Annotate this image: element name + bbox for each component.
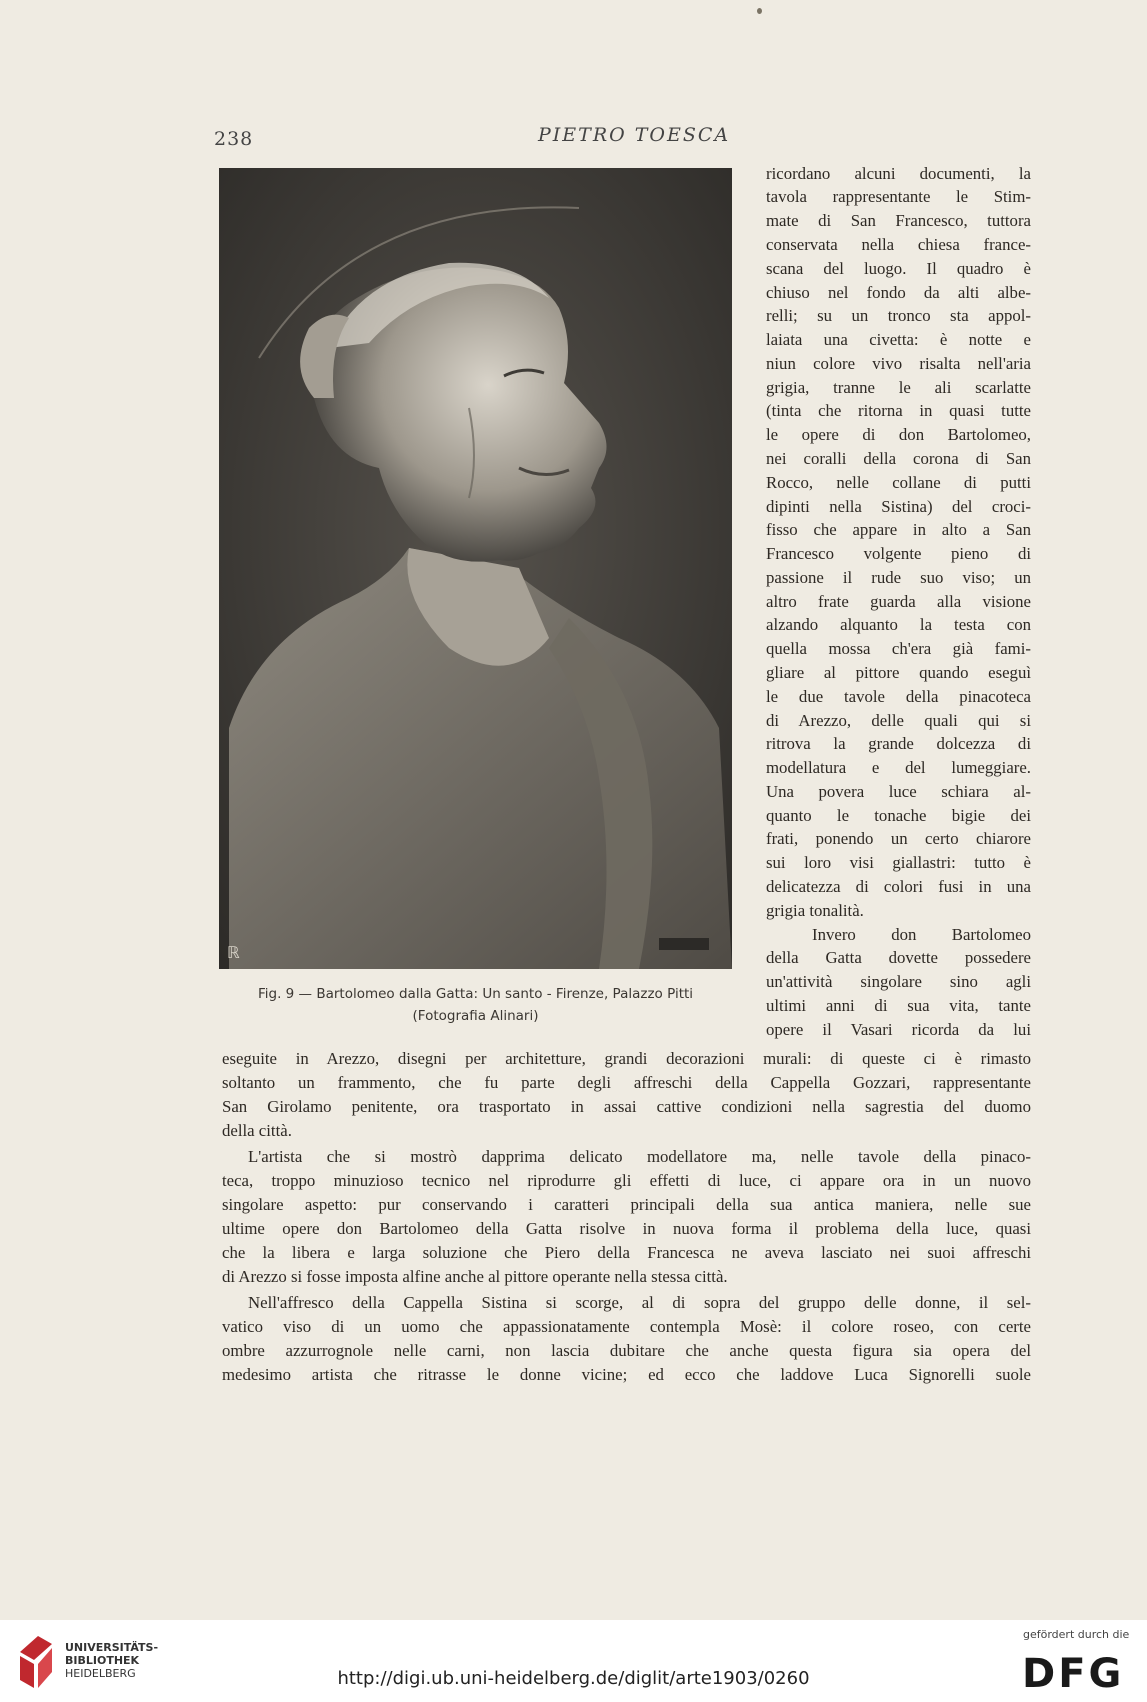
page-number: 238 bbox=[214, 128, 254, 150]
text-line: modellatura e del lumeggiare. bbox=[766, 758, 1031, 777]
library-name-line: HEIDELBERG bbox=[65, 1667, 136, 1680]
dfg-logo: DFG bbox=[1022, 1651, 1125, 1697]
text-line: altro frate guarda alla visione bbox=[766, 592, 1031, 611]
library-name-line: BIBLIOTHEK bbox=[65, 1654, 140, 1667]
text-line: frati, ponendo un certo chiarore bbox=[766, 829, 1031, 848]
text-line: San Girolamo penitente, ora trasportato in assai cattive condizioni nella sagrestia del duomo bbox=[222, 1097, 1031, 1116]
text-line: Nell'affresco della Cappella Sistina si scorge, al di sopra del gruppo delle donne, il sel- bbox=[248, 1293, 1031, 1312]
text-line: laiata una civetta: è notte e bbox=[766, 330, 1031, 349]
text-line: della città. bbox=[222, 1121, 292, 1140]
svg-text:ℝ: ℝ bbox=[227, 943, 240, 962]
text-line: medesimo artista che ritrasse le donne vicine; ed ecco che laddove Luca Signorelli suole bbox=[222, 1365, 1031, 1384]
text-line: eseguite in Arezzo, disegni per architetture, grandi decorazioni murali: di queste ci è rimasto bbox=[222, 1049, 1031, 1068]
text-line: opere il Vasari ricorda da lui bbox=[766, 1020, 1031, 1039]
text-line: L'artista che si mostrò dapprima delicato modellatore ma, nelle tavole della pinaco- bbox=[248, 1147, 1031, 1166]
text-line: quella mossa ch'era già fami- bbox=[766, 639, 1031, 658]
text-line: le due tavole della pinacoteca bbox=[766, 687, 1031, 706]
text-line: Invero don Bartolomeo bbox=[812, 925, 1031, 944]
text-line: tavola rappresentante le Stim- bbox=[766, 187, 1031, 206]
text-line: nei coralli della corona di San bbox=[766, 449, 1031, 468]
text-line: grigia tonalità. bbox=[766, 901, 864, 920]
text-line: alzando alquanto la testa con bbox=[766, 615, 1031, 634]
text-line: chiuso nel fondo da alti albe- bbox=[766, 283, 1031, 302]
text-line: delicatezza di colori fusi in una bbox=[766, 877, 1031, 896]
text-line: ultimi anni di sua vita, tante bbox=[766, 996, 1031, 1015]
text-line: soltanto un frammento, che fu parte degli affreschi della Cappella Gozzari, rappresentante bbox=[222, 1073, 1031, 1092]
text-line: quanto le tonache bigie dei bbox=[766, 806, 1031, 825]
text-line: gliare al pittore quando eseguì bbox=[766, 663, 1031, 682]
text-line: vatico viso di un uomo che appassionatamente contempla Mosè: il colore roseo, con certe bbox=[222, 1317, 1031, 1336]
text-line: che la libera e larga soluzione che Piero della Francesca ne aveva lasciato nei suoi affreschi bbox=[222, 1243, 1031, 1262]
text-line: singolare aspetto: pur conservando i caratteri principali della sua antica maniera, nelle sue bbox=[222, 1195, 1031, 1214]
text-line: passione il rude suo viso; un bbox=[766, 568, 1031, 587]
text-line: le opere di don Bartolomeo, bbox=[766, 425, 1031, 444]
text-line: ombre azzurrognole nelle carni, non lascia dubitare che anche questa figura sia opera del bbox=[222, 1341, 1031, 1360]
funder-label: gefördert durch die bbox=[1023, 1628, 1130, 1641]
portrait-image bbox=[219, 168, 732, 969]
text-line: conservata nella chiesa france- bbox=[766, 235, 1031, 254]
text-line: niun colore vivo risalta nell'aria bbox=[766, 354, 1031, 373]
paper-speck bbox=[757, 8, 762, 14]
text-line: della Gatta dovette possedere bbox=[766, 948, 1031, 967]
text-line: grigia, tranne le ali scarlatte bbox=[766, 378, 1031, 397]
running-head: PIETRO TOESCA bbox=[538, 124, 731, 146]
text-line: Francesco volgente pieno di bbox=[766, 544, 1031, 563]
text-line: ricordano alcuni documenti, la bbox=[766, 164, 1031, 183]
figure-credit: (Fotografia Alinari) bbox=[412, 1008, 539, 1024]
text-line: relli; su un tronco sta appol- bbox=[766, 306, 1031, 325]
text-line: mate di San Francesco, tuttora bbox=[766, 211, 1031, 230]
text-line: dipinti nella Sistina) del croci- bbox=[766, 497, 1031, 516]
source-url-link[interactable]: http://digi.ub.uni-heidelberg.de/diglit/arte1903/0260 bbox=[337, 1668, 810, 1689]
text-line: Una povera luce schiara al- bbox=[766, 782, 1031, 801]
footer-bar bbox=[0, 1620, 1147, 1702]
text-line: ultime opere don Bartolomeo della Gatta risolve in nuova forma il problema della luce, quasi bbox=[222, 1219, 1031, 1238]
text-line: sui loro visi giallastri: tutto è bbox=[766, 853, 1031, 872]
library-name-line: UNIVERSITÄTS- bbox=[65, 1641, 159, 1654]
text-line: di Arezzo si fosse imposta alfine anche al pittore operante nella stessa città. bbox=[222, 1267, 728, 1286]
portrait-plate bbox=[219, 168, 732, 969]
text-line: teca, troppo minuzioso tecnico nel riprodurre gli effetti di luce, ci appare ora in un nuovo bbox=[222, 1171, 1031, 1190]
text-line: di Arezzo, delle quali qui si bbox=[766, 711, 1031, 730]
text-line: ritrova la grande dolcezza di bbox=[766, 734, 1031, 753]
text-line: Rocco, nelle collane di putti bbox=[766, 473, 1031, 492]
text-line: scana del luogo. Il quadro è bbox=[766, 259, 1031, 278]
text-line: (tinta che ritorna in quasi tutte bbox=[766, 401, 1031, 420]
text-line: un'attività singolare sino agli bbox=[766, 972, 1031, 991]
text-line: fisso che appare in alto a San bbox=[766, 520, 1031, 539]
figure-caption: Fig. 9 — Bartolomeo dalla Gatta: Un santo - Firenze, Palazzo Pitti bbox=[257, 986, 694, 1002]
